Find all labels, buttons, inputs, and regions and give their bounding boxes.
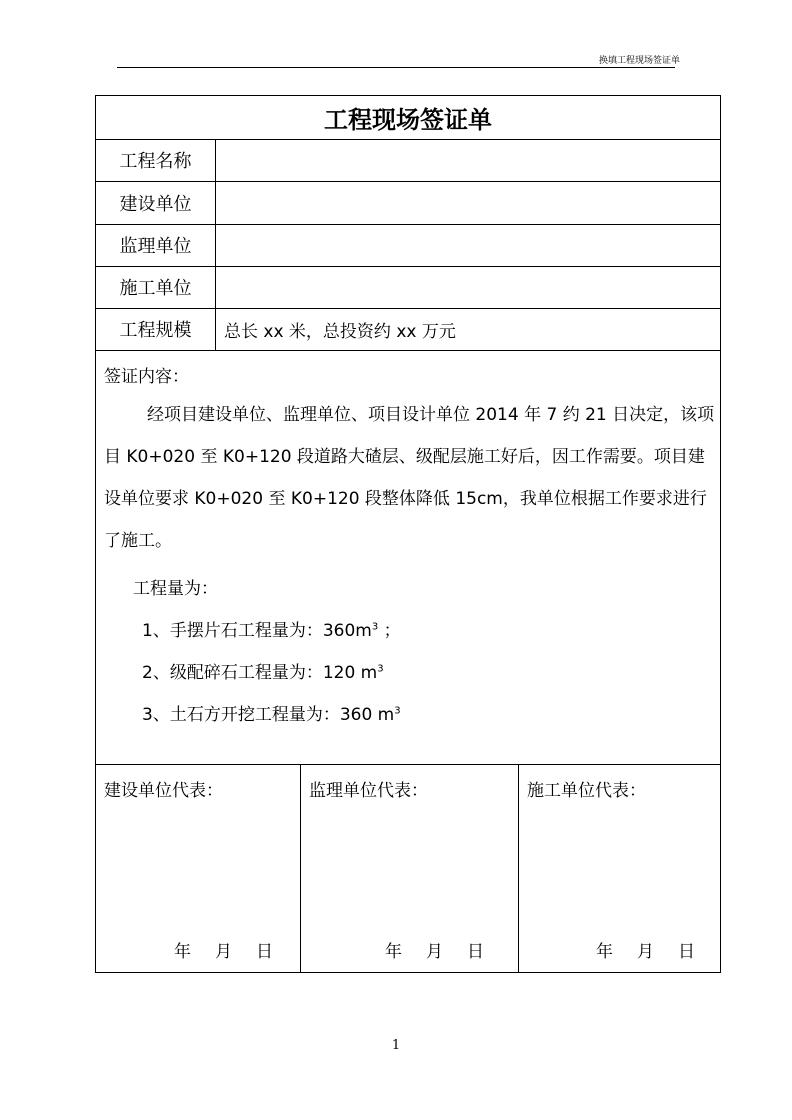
field-row-construction-unit [96, 182, 720, 225]
quantity-item-unit-exponent: 3 [394, 705, 401, 717]
signature-label: 施工单位代表： [527, 781, 646, 801]
field-label-supervision-unit: 监理单位 [96, 224, 216, 266]
content-label: 签证内容： [104, 367, 189, 387]
field-row-contractor-unit [96, 266, 720, 309]
visa-content-section [96, 350, 720, 765]
running-header: 换填工程现场签证单 [598, 56, 680, 66]
field-label-contractor-unit: 施工单位 [96, 266, 216, 308]
field-label-construction-unit: 建设单位 [96, 182, 216, 224]
date-year: 年 [174, 942, 191, 962]
quantity-item-text: 3、土石方开挖工程量为：360 m [142, 705, 395, 725]
signature-date [174, 937, 273, 962]
signature-date [385, 937, 484, 962]
header-rule [117, 67, 675, 68]
quantity-item [142, 658, 384, 683]
date-month: 月 [215, 942, 232, 962]
quantity-item-suffix: ； [378, 621, 401, 641]
signature-label: 建设单位代表： [104, 781, 223, 801]
quantity-item [142, 616, 401, 641]
quantity-item [142, 700, 401, 725]
visa-form [95, 95, 721, 973]
field-row-project-scale [96, 308, 720, 351]
quantity-item-text: 2、级配碎石工程量为：120 m [142, 663, 378, 683]
form-title: 工程现场签证单 [96, 96, 720, 140]
page-number: 1 [391, 1038, 401, 1053]
content-paragraph: 经项目建设单位、监理单位、项目设计单位 2014 年 7 约 21 日决定，该项目 K0+020 至 K0+120 段道路大碴层、级配层施工好后，因工作需要。项目建设单位要求 K0+020 至 K0+120 段整体降低 15cm，我单位根据工作要求进行了施工。 [104, 405, 715, 551]
signature-cell-construction[interactable] [96, 764, 301, 972]
signature-cell-supervision[interactable] [301, 764, 519, 972]
quantity-item-unit-exponent: 3 [371, 621, 379, 633]
date-year: 年 [596, 942, 613, 962]
signature-cell-contractor[interactable] [519, 764, 720, 972]
date-month: 月 [637, 942, 654, 962]
field-row-project-name [96, 139, 720, 182]
quantity-item-text: 1、手摆片石工程量为：360m [142, 621, 372, 641]
field-label-project-scale: 工程规模 [96, 308, 216, 350]
date-year: 年 [385, 942, 402, 962]
date-day: 日 [256, 942, 273, 962]
field-label-project-name: 工程名称 [96, 139, 216, 181]
field-row-supervision-unit [96, 224, 720, 267]
signature-date [596, 937, 695, 962]
date-month: 月 [426, 942, 443, 962]
date-day: 日 [678, 942, 695, 962]
quantities-heading: 工程量为： [133, 579, 218, 599]
date-day: 日 [467, 942, 484, 962]
signature-label: 监理单位代表： [309, 781, 428, 801]
field-value-project-scale[interactable]: 总长 xx 米，总投资约 xx 万元 [224, 321, 456, 342]
quantity-item-unit-exponent: 3 [377, 663, 384, 675]
